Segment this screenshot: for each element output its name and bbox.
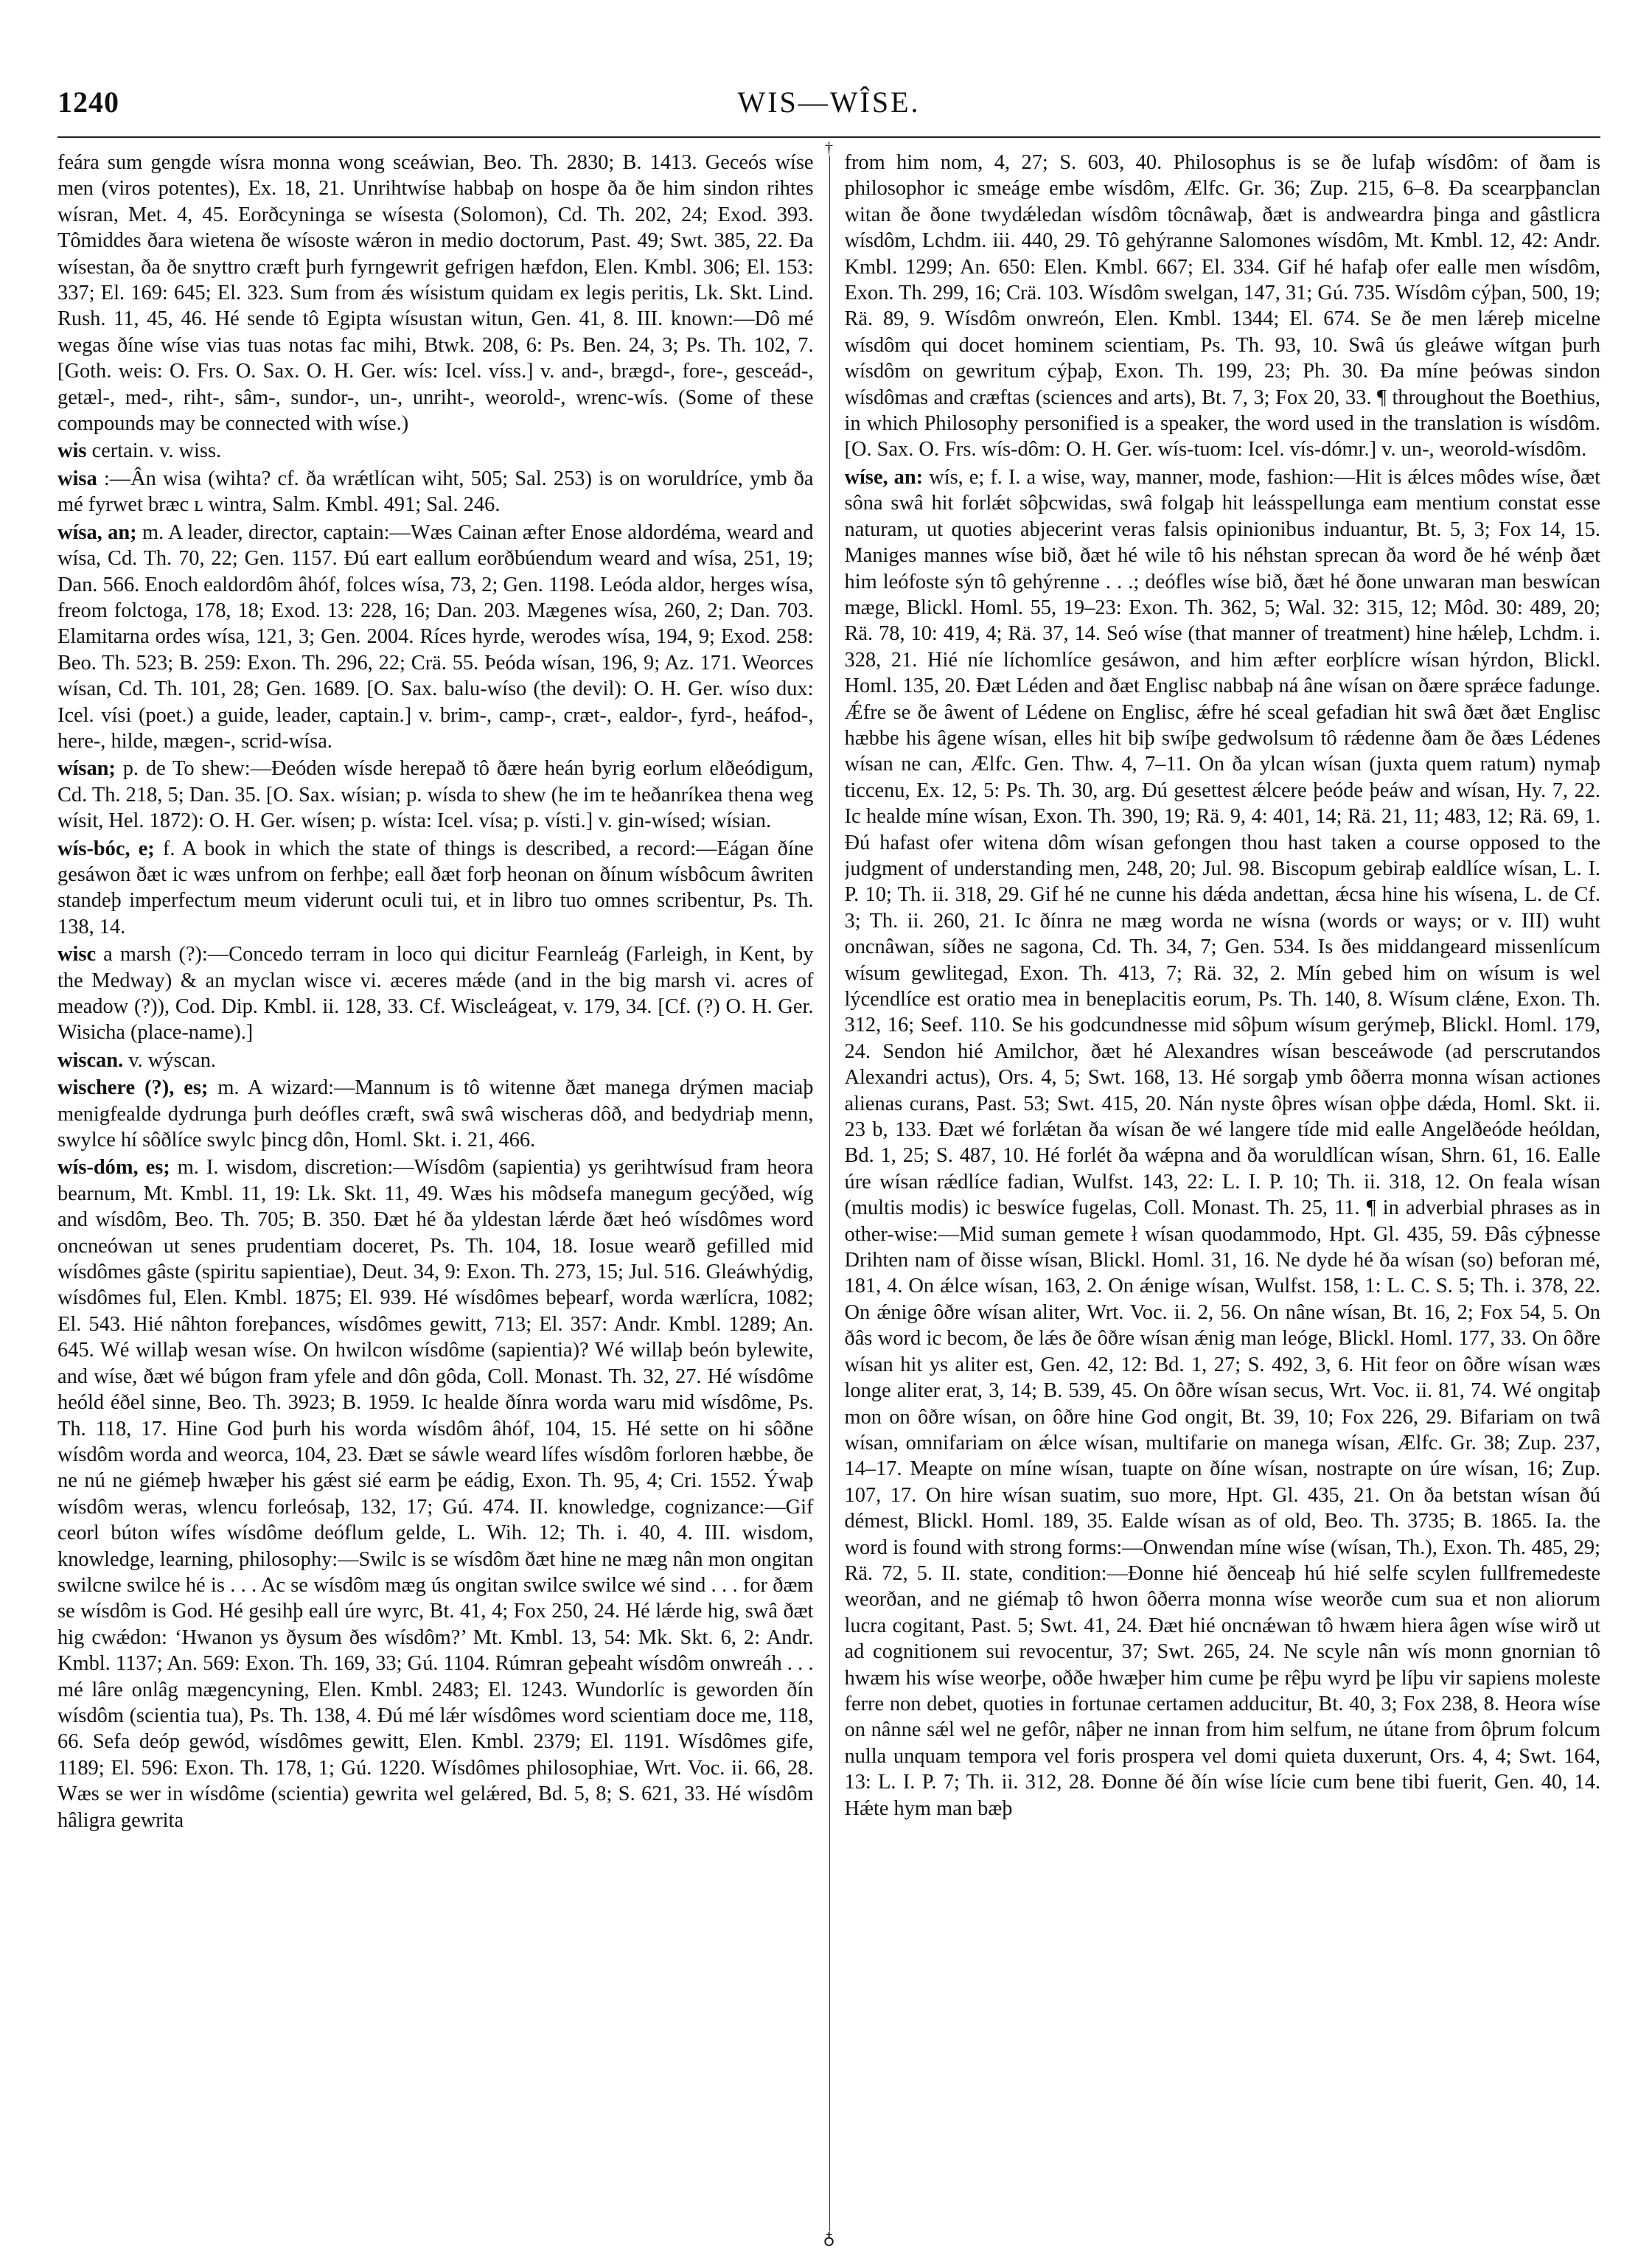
entry-text: from him nom, 4, 27; S. 603, 40. Philosophus is se ðe lufaþ wísdôm: of ðam is philosophor ic smeáge embe wísdôm, Ælfc. Gr. 36; Zup. 215, 6–8. Ða scearpþanclan witan ðe ðone twydǽledan wísdôm tôcnâwaþ, ðæt is andweardra þinga and gâstlicra wísdôm, Lchdm. iii. 440, 29. Tô gehýranne Salomones wísdôm, Mt. Kmbl. 12, 42: Andr. Kmbl. 1299; An. 650: Elen. Kmbl. 667; El. 334. Gif hé hafaþ ofer ealle men wísdôm, Exon. Th. 299, 16; Crä. 103. Wísdôm swelgan, 147, 31; Gú. 735. Wísdôm cýþan, 500, 19; Rä. 89, 9. Wísdôm onwreón, Elen. Kmbl. 1344; El. 674. Se ðe men lǽreþ micelne wísdôm qui docet hominem scientiam, Ps. Th. 93, 10. Swâ ús gleáwe wítgan þurh wísdôm on gewritum cýþaþ, Exon. Th. 199, 23; Ph. 30. Ða míne þeówas sindon wísdômas and cræftas (sciences and arts), Bt. 7, 3; Fox 20, 33. ¶ throughout the Boethius, in which Philosophy personified is a speaker, the word used in the translation is wísdôm. [O. Sax. O. Frs. wís-dôm: O. H. Ger. wís-tuom: Icel. vís-dómr.] v. un-, weorold-wísdôm. bbox=[844, 151, 1600, 461]
entry-text: feára sum gengde wísra monna wong sceáwian, Beo. Th. 2830; B. 1413. Geceós wíse men (viros potentes), Ex. 18, 21. Unrihtwíse habbaþ on hospe ða ðe him sindon rihtes wísran, Met. 4, 45. Eorðcyninga se wísesta (Solomon), Cd. Th. 202, 24; Exod. 393. Tômiddes ðara wietena ðe wísoste wǽron in medio doctorum, Past. 49; Swt. 385, 22. Ða wísestan, ða ðe snyttro cræft þurh fyrngewrit gefrigen hæfdon, Elen. Kmbl. 306; El. 153: 337; El. 169: 645; El. 323. Sum from ǽs wísistum quidam ex legis peritis, Lk. Skt. Lind. Rush. 11, 45, 46. Hé sende tô Egipta wísustan witun, Gen. 41, 8. III. known:—Dô mé wegas ðíne wíse vias tuas notas fac mihi, Btwk. 208, 6: Ps. Ben. 24, 3; Ps. Th. 102, 7. [Goth. weis: O. Frs. O. Sax. O. H. Ger. wís: Icel. víss.] v. and-, brægd-, fore-, gesceád-, getæl-, med-, riht-, sâm-, sundor-, un-, unriht-, weorold-, wrenc-wís. (Some of these compounds may be connected with wíse.) bbox=[57, 151, 814, 436]
entry-headword: wís-dóm, es; bbox=[57, 1156, 170, 1179]
entry-headword: wis bbox=[57, 439, 87, 463]
entry-text: m. I. wisdom, discretion:—Wísdôm (sapientia) ys gerihtwísud fram heora bearnum, Mt. Kmbl. 11, 19: Lk. Skt. 11, 49. Wæs his môdsefa manegum gecýðed, wíg and wísdôm, Beo. Th. 705; B. 350. Ðæt hé ða yldestan lǽrde ðæt heó wísdômes word oncneówan ut senes prudentiam doceret, Ps. Th. 104, 18. Iosue wearð gefilled mid wísdômes gâste (spiritu sapientiae), Deut. 34, 9: Exon. Th. 273, 15; Jul. 516. Gleáwhýdig, wísdômes ful, Elen. Kmbl. 1875; El. 939. Hé wísdômes beþearf, worda wærlícra, 1082; El. 543. Hié nâhton foreþances, wísdômes gewitt, 713; El. 357: Andr. Kmbl. 1289; An. 645. Wé willaþ wesan wíse. On hwilcon wísdôme (sapientia)? Wé willaþ beón bylewite, and wíse, ðæt wé búgon fram yfele and dôn gôda, Coll. Monast. Th. 32, 27. Hé wísdôme heóld éðel sinne, Beo. Th. 3923; B. 1959. Ic healde ðínra worda waru mid wísdôme, Ps. Th. 118, 17. Hine God þurh his worda wísdôm âhóf, 104, 15. Hé sette on hi sôðne wísdôm worda and weorca, 104, 23. Ðæt se sáwle weard lífes wísdôm forloren hæbbe, ðe ne nú ne giémeþ hwæþer his gǽst sié earm þe eádig, Exon. Th. 95, 4; Cri. 1552. Ýwaþ wísdôm weras, wlencu forleósaþ, 132, 17; Gú. 474. II. knowledge, cognizance:—Gif ceorl búton wífes wísdôme deóflum gelde, L. Wih. 12; Th. i. 40, 4. III. wisdom, knowledge, learning, philosophy:—Swilc is se wísdôm ðæt hine ne mæg nân mon ongitan swilcne swilce hé is . . . Ac se wísdôm mæg ús ongitan swilce swilce wé sind . . . for ðæm se wísdôm is God. Hé gesihþ eall úre wyrc, Bt. 41, 4; Fox 250, 24. Hé lǽrde hig, swâ ðæt hig cwǽdon: ‘Hwanon ys ðysum ðes wísdôm?’ Mt. Kmbl. 13, 54: Mk. Skt. 6, 2: Andr. Kmbl. 1137; An. 569: Exon. Th. 169, 33; Gú. 1104. Rúmran geþeaht wísdôm onwreáh . . . mé lâre onlâg mægencyning, Elen. Kmbl. 2483; El. 1243. Wundorlíc is geworden ðín wísdôm (scientia tua), Ps. Th. 138, 4. Ðú mé lǽr wísdômes word scientiam doce me, 118, 66. Sefa deóp gewód, wísdômes gewitt, Elen. Kmbl. 2379; El. 1191. Wísdômes gife, 1189; El. 596: Exon. Th. 178, 1; Gú. 1220. Wísdômes philosophiae, Wrt. Voc. ii. 66, 28. Wæs se wer in wísdôme (scientia) gewrita wel gelǽred, Bd. 5, 8; S. 621, 33. Hé wísdôm hâligra gewrita bbox=[57, 1156, 814, 1832]
dictionary-entry bbox=[57, 1154, 814, 1833]
entry-headword: wísan; bbox=[57, 757, 116, 781]
column-divider bbox=[829, 145, 830, 2236]
entry-text: :—Ân wisa (wihta? cf. ða wrǽtlícan wiht, 505; Sal. 253) is on woruldríce, ymb ða mé fyrwet bræc ʟ wintra, Salm. Kmbl. 491; Sal. 246. bbox=[57, 467, 814, 517]
entry-headword: wisc bbox=[57, 943, 97, 966]
entry-continuation bbox=[57, 150, 814, 436]
page-header bbox=[57, 85, 1600, 138]
entry-headword: wisa bbox=[57, 467, 97, 490]
entry-headword: wís-bóc, e; bbox=[57, 837, 155, 860]
entry-text: m. A leader, director, captain:—Wæs Cainan æfter Enose aldordéma, weard and wísa, Cd. Th. 70, 22; Gen. 1157. Ðú eart eallum eorðbúendum weard and wísa, 251, 19; Dan. 566. Enoch ealdordôm âhóf, folces wísa, 73, 2; Gen. 1198. Leóda aldor, herges wísa, freom folctoga, 178, 18; Exod. 13: 228, 16; Dan. 203. Mægenes wísa, 260, 2; Dan. 703. Elamitarna ordes wísa, 121, 3; Gen. 2004. Ríces hyrde, werodes wísa, 194, 9; Exod. 258: Beo. Th. 523; B. 259: Exon. Th. 296, 22; Crä. 55. Þeóda wísan, 196, 9; Az. 171. Weorces wísan, Cd. Th. 101, 28; Gen. 1689. [O. Sax. balu-wíso (the devil): O. H. Ger. wíso dux: Icel. vísi (poet.) a guide, leader, captain.] v. brim-, camp-, cræt-, ealdor-, fyrd-, heáfod-, here-, hilde, mægen-, scrid-wísa. bbox=[57, 520, 814, 753]
entry-text: f. A book in which the state of things is described, a record:—Eágan ðíne gesáwon ðæt ic wæs unfrom on ferhþe; eall ðæt forþ heonan on ðínum wísbôcum âwriten standeþ imperfectum meum viderunt oculi tui, et in libro tuo omnes scribentur, Ps. Th. 138, 14. bbox=[57, 837, 814, 938]
entry-headword: wischere (?), es; bbox=[57, 1076, 209, 1100]
rule-ornament-top: † bbox=[822, 141, 837, 156]
dictionary-entry bbox=[57, 756, 814, 834]
dictionary-entry bbox=[57, 466, 814, 518]
columns bbox=[57, 139, 1600, 2258]
page-number: 1240 bbox=[57, 86, 119, 119]
entry-continuation bbox=[845, 150, 1601, 463]
entry-text: m. A wizard:—Mannum is tô witenne ðæt manega drýmen maciaþ menigfealde dydrunga þurh deófles cræft, swâ swâ wischeras dôð, and bedydriaþ menn, swylce hí sôðlíce swylc þincg dôn, Homl. Skt. i. 21, 466. bbox=[57, 1076, 814, 1152]
entry-headword: wíse, an: bbox=[844, 465, 924, 489]
dictionary-entry bbox=[57, 836, 814, 941]
entry-text: wís, e; f. I. a wise, way, manner, mode, fashion:—Hit is ǽlces môdes wíse, ðæt sôna swâ hit forlǽt sôþcwidas, swâ folgaþ hit leásspellunga eam mentium constat esse naturam, ut quoties abjecerint veras falsis opinionibus induantur, Bt. 5, 3; Fox 14, 15. Maniges mannes wíse bið, ðæt hé wile tô his néhstan sprecan ða word ðe hé wénþ ðæt him leófoste sýn tô gehýrenne . . .; deófles wíse bið, ðæt hé ðone unwaran man beswícan mæge, Blickl. Homl. 55, 19–23: Exon. Th. 362, 5; Wal. 32: 315, 12; Môd. 30: 489, 20; Rä. 78, 10: 419, 4; Rä. 37, 14. Seó wíse (that manner of treatment) hine hǽleþ, Lchdm. i. 328, 21. Hié níe líchomlíce gesáwon, and him æfter eorþlícre wísan hýrdon, Blickl. Homl. 135, 20. Ðæt Léden and ðæt Englisc nabbaþ ná âne wísan on ðære sprǽce fadunge. Ǽfre se ðe âwent of Lédene on Englisc, ǽfre hé sceal gefadian hit swâ ðæt ðæt Englisc hæbbe his âgene wísan, elles hit biþ swíþe gedwolsum tô rǽdenne ðam ðe ðæs Lédenes wísan ne can, Ælfc. Gen. Thw. 4, 7–11. On ða ylcan wísan (juxta quem ratum) nymaþ ticcenu, Ex. 12, 5: Ps. Th. 30, arg. Ðú gesettest ǽlcere þeóde þeáw and wísan, Hy. 7, 22. Ic healde míne wísan, Exon. Th. 390, 19; Rä. 9, 4: 401, 14; Rä. 21, 11; 483, 12; Rä. 69, 1. Ðú hafast ofer witena dôm wísan gefongen thou hast taken a course opposed to the judgment of understanding men, 248, 20; Jul. 98. Biscopum gebiraþ ealdlíce wísan, L. I. P. 10; Th. ii. 318, 29. Gif hé ne cunne his dǽda andettan, ǽcsa hine his wísena, L. de Cf. 3; Th. ii. 260, 21. Ic ðínra ne mæg worda ne wísna (words or ways; or v. III) wuht oncnâwan, síðes ne sagona, Cd. Th. 34, 7; Gen. 534. Is ðes middangeard missenlícum wísum gewlitegad, Exon. Th. 413, 7; Rä. 32, 2. Mín gebed him on wísum is wel lýcendlíce est oratio mea in beneplacitis eorum, Ps. Th. 140, 8. Wísum clǽne, Exon. Th. 312, 16; Seef. 110. Se his godcundnesse mid sôþum wísum gerýmeþ, Blickl. Homl. 179, 24. Sendon hié Amilchor, ðæt hé Alexandres wísan besceáwode (ad perscrutandos Alexandri actus), Ors. 4, 5; Swt. 168, 13. Hé sorgaþ ymb ôðerra monna wísan actiones alienas curans, Past. 53; Swt. 415, 20. Nán nyste ôþres wísan oþþe dǽda, Homl. Skt. ii. 23 b, 133. Ðæt wé forlǽtan ða wísan ðe wé langere tíde mid ealle Angelðeóde heóldan, Bd. 1, 25; S. 487, 10. Hé forlét ða wǽpna and ða woruldlícan wísan, Shrn. 61, 16. Ealle úre wísan rǽdlíce fadian, Wulfst. 143, 22: L. I. P. 10; Th. ii. 318, 12. On feala wísan (multis modis) ic beswíce fugelas, Coll. Monast. Th. 25, 11. ¶ in adverbial phrases as in other-wise:—Mid suman gemete ł wísan quodammodo, Hpt. Gl. 435, 59. Ðâs cýþnesse Drihten nam of ðisse wísan, Blickl. Homl. 31, 16. Ne dyde hé ða wísan (so) beforan mé, 181, 4. On ǽlce wísan, 163, 2. On ǽnige wísan, Wulfst. 158, 1: L. C. S. 5; Th. i. 378, 22. On ǽnige ôðre wísan aliter, Wrt. Voc. ii. 2, 56. On nâne wísan, Bt. 16, 2; Fox 54, 5. On ðâs word ic becom, ðe lǽs ðe ôðre wísan ǽnig man leóge, Blickl. Homl. 177, 33. On ôðre wísan hit ys aliter est, Gen. 42, 12: Bd. 1, 27; S. 492, 3, 6. Hit feor on ôðre wísan wæs longe aliter erat, 3, 14; B. 539, 45. On ôðre wísan secus, Wrt. Voc. ii. 81, 74. Wé ongitaþ mon on ôðre wísan, on ôðre hine God ongit, Bt. 39, 10; Fox 226, 29. Bifariam on twâ wísan, omnifariam on ǽlce wísan, multifarie on manega wísan, Ælfc. Gr. 38; Zup. 237, 14–17. Meapte on míne wísan, tuapte on ðíne wísan, nostrapte on úre wísan, 16; Zup. 107, 17. On hire wísan suatim, suo more, Hpt. Gl. 435, 21. On ða betstan wísan ðú démest, Blickl. Homl. 189, 35. Ealde wísan as of old, Beo. Th. 3735; B. 1865. Ia. the word is found with strong forms:—Onwendan míne wíse (wísan, Th.), Exon. Th. 485, 29; Rä. 72, 5. II. state, condition:—Ðonne hié ðenceaþ hú hié selfe scylen fullfremedeste weorðan, and ne giémaþ tô hwon ôðerra monna wíse weorðe cum sua et non aliorum lucra cogitant, Past. 5; Swt. 41, 24. Ðæt hié oncnǽwan tô hwæm hiera âgen wíse wirð ut ad cognitionem sui revocentur, 37; Swt. 265, 24. Ne scyle nân wís monn gnornian tô hwæm his wíse weorþe, oððe hwæþer him cume þe rêþu wyrd þe líþu vir sapiens moleste ferre non debet, quoties in fortunae certamen adducitur, Bt. 40, 3; Fox 238, 8. Heora wíse on nânne sǽl wel ne gefôr, nâþer ne innan from him selfum, ne útane from ôþrum folcum nulla unquam tempora vel foris prospera vel domi quieta duxerunt, Ors. 4, 4; Swt. 164, 13: L. I. P. 7; Th. ii. 312, 28. Ðonne ðé ðín wíse lície cum bene tibi fuerit, Gen. 40, 14. Hǽte hym man bæþ bbox=[844, 465, 1600, 1820]
entry-text: p. de To shew:—Ðeóden wísde herepað tô ðære heán byrig eorlum elðeódigum, Cd. Th. 218, 5; Dan. 35. [O. Sax. wísian; p. wísda to shew (he im te heðanríkea thena weg wísit, Hel. 1872): O. H. Ger. wísen; p. wísta: Icel. vísa; p. vísti.] v. gin-wísed; wísian. bbox=[57, 757, 814, 833]
entry-text: a marsh (?):—Concedo terram in loco qui dicitur Fearnleág (Farleigh, in Kent, by the Medway) & an myclan wisce vi. æceres mǽde (and in the big marsh vi. acres of meadow (?)), Cod. Dip. Kmbl. ii. 128, 33. Cf. Wiscleágeat, v. 179, 34. [Cf. (?) O. H. Ger. Wisicha (place-name).] bbox=[57, 943, 814, 1045]
running-head: WIS—WÎSE. bbox=[737, 86, 921, 119]
entry-headword: wiscan. bbox=[57, 1048, 124, 1072]
dictionary-entry bbox=[57, 438, 814, 464]
dictionary-entry bbox=[57, 1048, 814, 1073]
entry-text: certain. v. wiss. bbox=[91, 439, 222, 463]
dictionary-entry bbox=[57, 1075, 814, 1153]
entry-text: v. wýscan. bbox=[128, 1048, 217, 1072]
dictionary-entry bbox=[57, 520, 814, 755]
left-column bbox=[57, 150, 814, 2258]
rule-ornament-bottom: ♁ bbox=[823, 2229, 835, 2248]
entry-headword: wísa, an; bbox=[57, 520, 137, 544]
dictionary-entry bbox=[57, 941, 814, 1046]
dictionary-entry bbox=[845, 464, 1601, 1822]
right-column bbox=[845, 150, 1601, 2258]
